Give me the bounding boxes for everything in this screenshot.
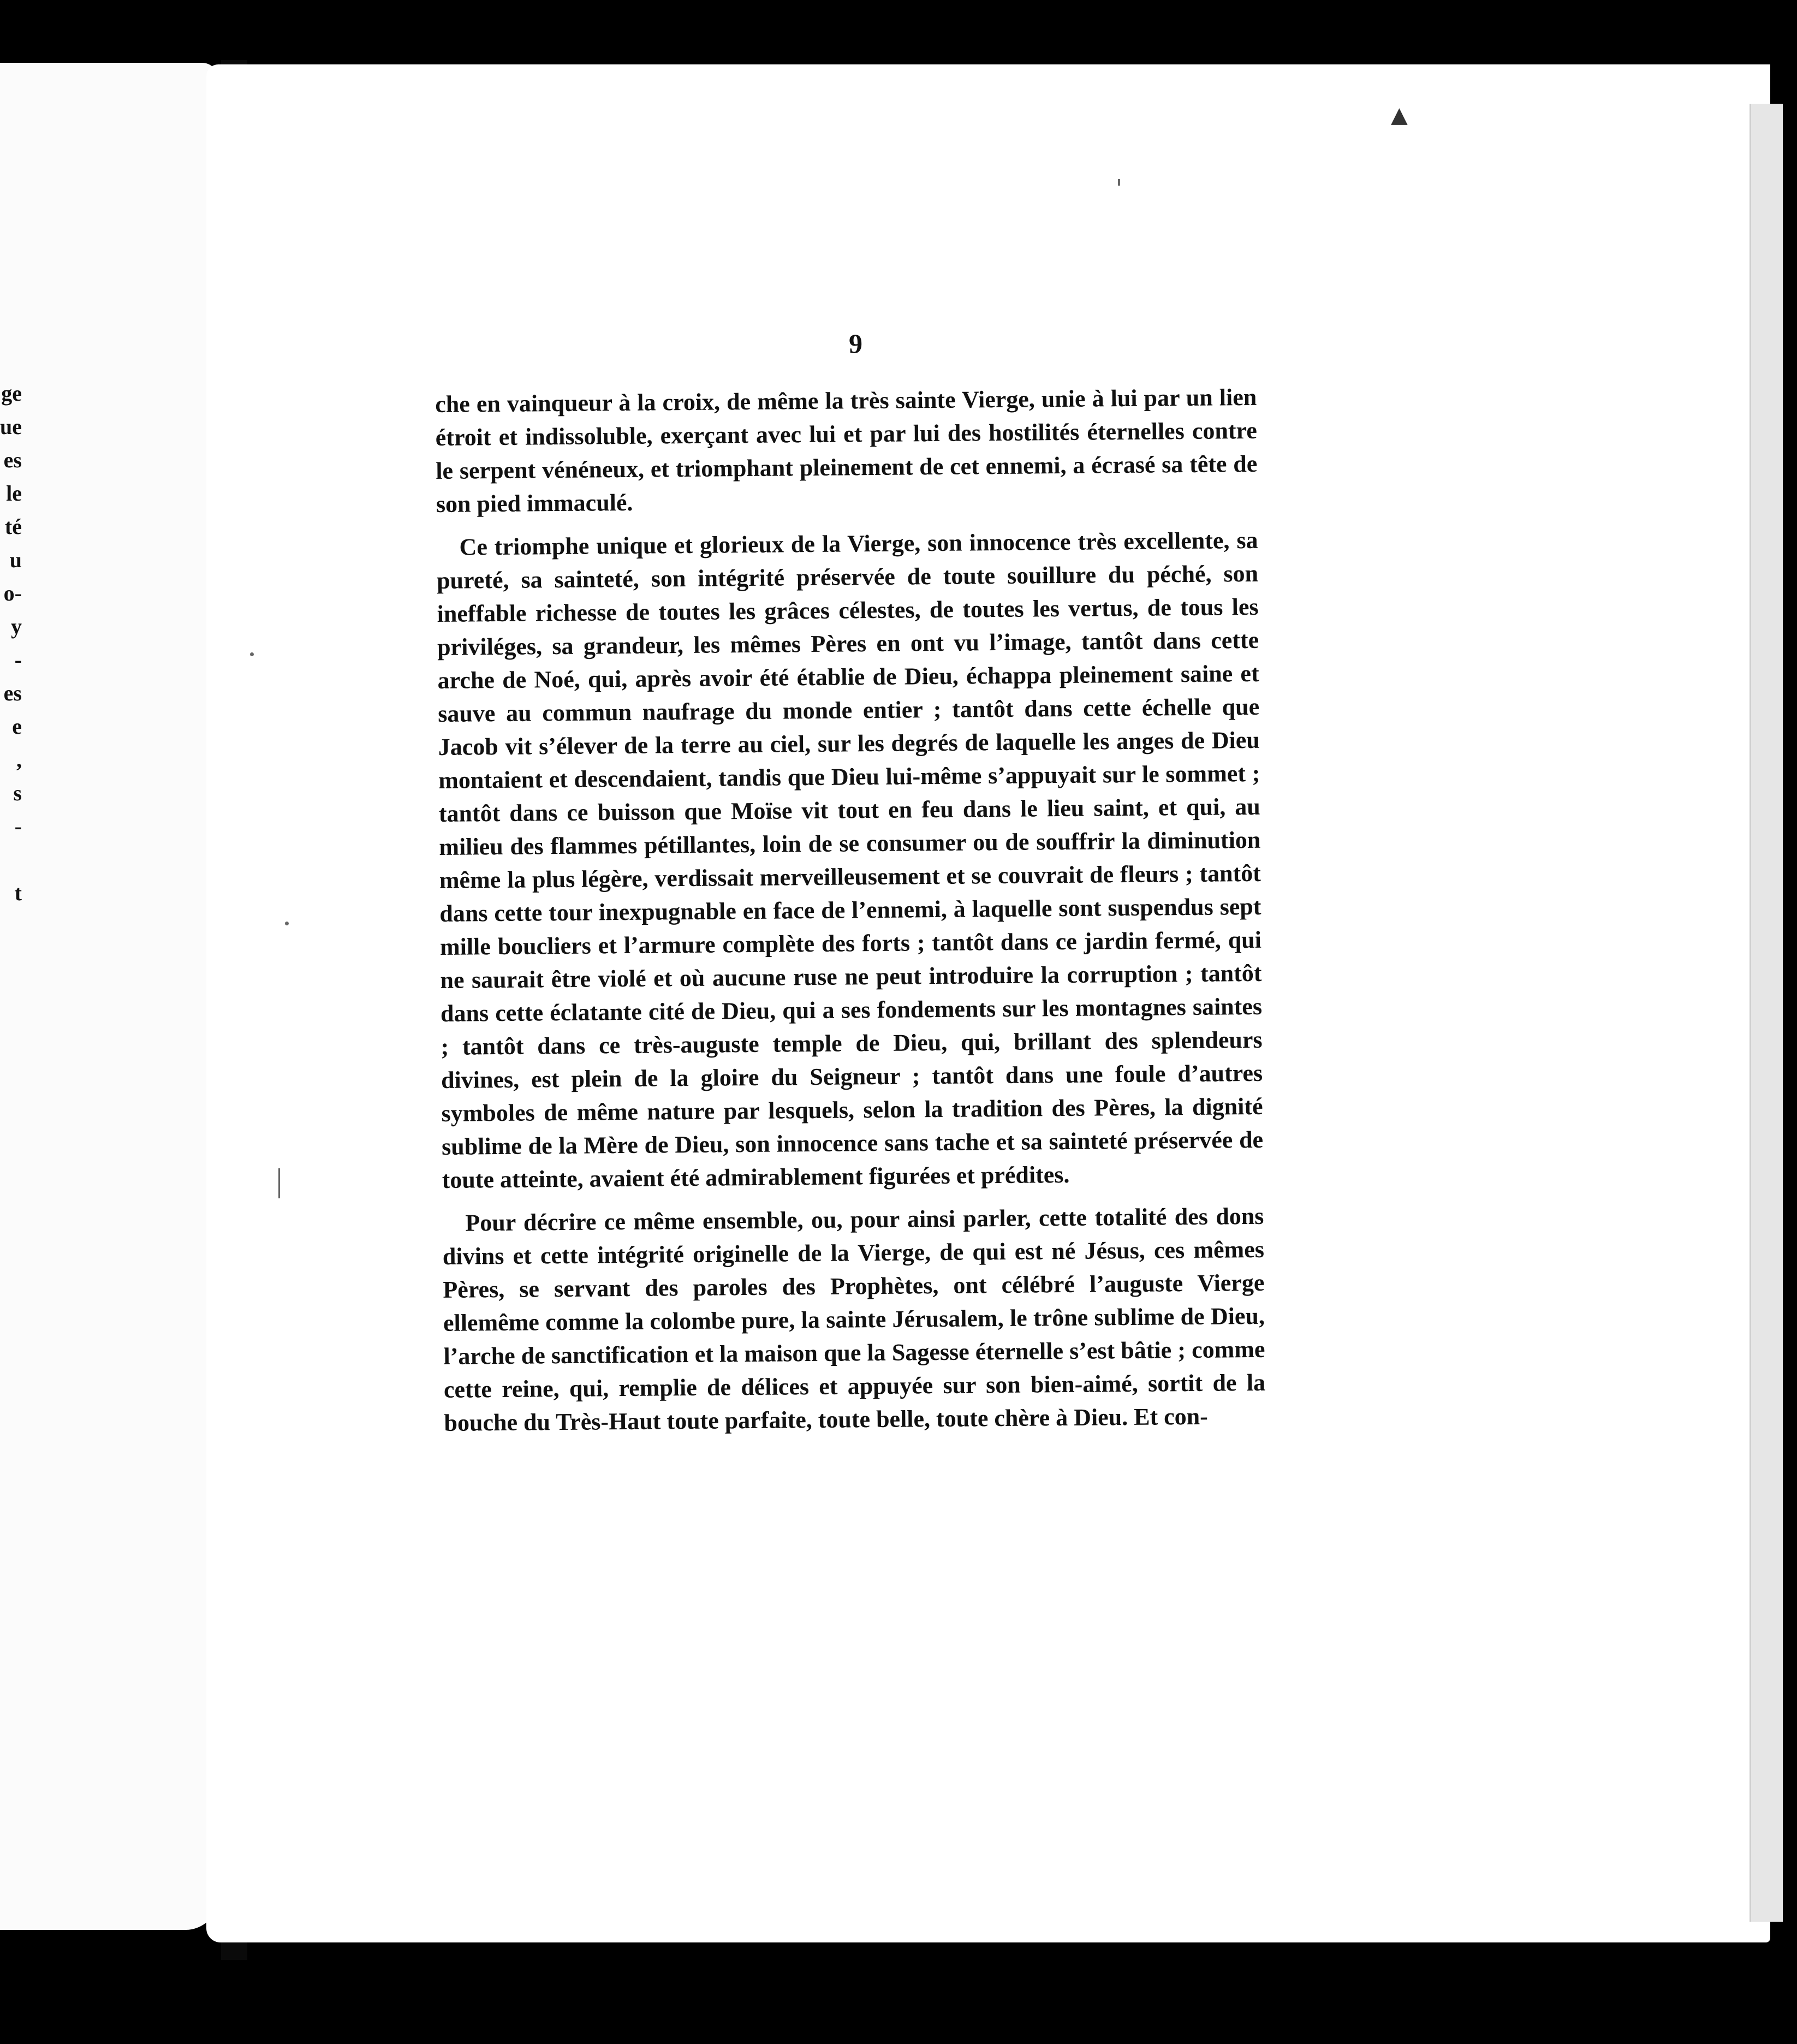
- fragment-line: [0, 843, 22, 876]
- facing-page-text-fragments: [0, 377, 22, 910]
- fragment-line: -: [14, 647, 22, 672]
- fragment-line: y: [11, 614, 22, 639]
- fragment-line: es: [3, 448, 22, 472]
- paragraph: che en vainqueur à la croix, de même la très sainte Vierge, unie à lui par un lien étroit et indissoluble, exerçant avec lui et par lui des hostilités éternelles contre le serpent vénéneux, et triomphant pleinement de cet ennemi, a écrasé sa tête de son pied immaculé.: [435, 383, 1258, 518]
- scan-speck: [1118, 179, 1120, 186]
- corner-mark: ▲: [1391, 103, 1408, 128]
- fragment-line: o-: [3, 581, 22, 605]
- fragment-line: es: [3, 681, 22, 705]
- fragment-line: ,: [16, 747, 22, 772]
- scan-speck: [278, 1168, 280, 1198]
- fragment-line: le: [6, 481, 22, 506]
- fragment-line: u: [9, 548, 22, 572]
- paragraph: Pour décrire ce même ensemble, ou, pour ainsi parler, cette totalité des dons divins et cette intégrité originelle de la Vierge, de qui est né Jésus, ces mêmes Pères, se servant des paroles des Prophètes, ont célébré l’auguste Vierge ellemême comme la colombe pure, la sainte Jérusalem, le trône sublime de Dieu, l’arche de sanctification et la maison que la Sagesse éternelle s’est bâtie ; comme cette reine, qui, remplie de délices et appuyée sur son bien-aimé, sortit de la bouche du Très-Haut toute parfaite, toute belle, toute chère à Dieu. Et con-: [442, 1202, 1266, 1436]
- fragment-line: ge: [1, 381, 22, 406]
- facing-page: [0, 63, 218, 1930]
- fragment-line: e: [12, 714, 22, 739]
- fragment-line: ue: [0, 414, 22, 439]
- scan-speck: [250, 652, 254, 656]
- fragment-line: té: [4, 514, 22, 539]
- fragment-line: s: [13, 781, 22, 805]
- fragment-line: t: [14, 881, 22, 905]
- scan-speck: [285, 922, 289, 925]
- page-edge: [1750, 104, 1783, 1922]
- fragment-line: -: [14, 814, 22, 839]
- page-number: 9: [849, 328, 862, 359]
- body-text: [435, 381, 1266, 1449]
- paragraph: Ce triomphe unique et glorieux de la Vierge, son innocence très excellente, sa pureté, sa sainteté, son intégrité préservée de toute souillure du péché, son ineffable richesse de toutes les grâces célestes, de toutes les vertus, de tous les priviléges, sa grandeur, les mêmes Pères en ont vu l’image, tantôt dans cette arche de Noé, qui, après avoir été établie de Dieu, échappa pleinement saine et sauve au commun naufrage du monde entier ; tantôt dans cette échelle que Jacob vit s’élever de la terre au ciel, sur les degrés de laquelle les anges de Dieu montaient et descendaient, tandis que Dieu lui-même s’appuyait sur le sommet ; tantôt dans ce buisson que Moïse vit tout en feu dans le lieu saint, et qui, au milieu des flammes pétillantes, loin de se consumer ou de souffrir la diminution même la plus légère, verdissait merveilleusement et se couvrait de fleurs ; tantôt dans cette tour inexpugnable en face de l’ennemi, à laquelle sont suspendus sept mille boucliers et l’armure complète des forts ; tantôt dans ce jardin fermé, qui ne saurait être violé et où aucune ruse ne peut introduire la corruption ; tantôt dans cette éclatante cité de Dieu, qui a ses fondements sur les montagnes saintes ; tantôt dans ce très-auguste temple de Dieu, qui, brillant des splendeurs divines, est plein de la gloire du Seigneur ; tantôt dans une foule d’autres symboles de même nature par lesquels, selon la tradition des Pères, la dignité sublime de la Mère de Dieu, son innocence sans tache et sa sainteté préservée de toute atteinte, avaient été admirablement figurées et prédites.: [436, 526, 1264, 1193]
